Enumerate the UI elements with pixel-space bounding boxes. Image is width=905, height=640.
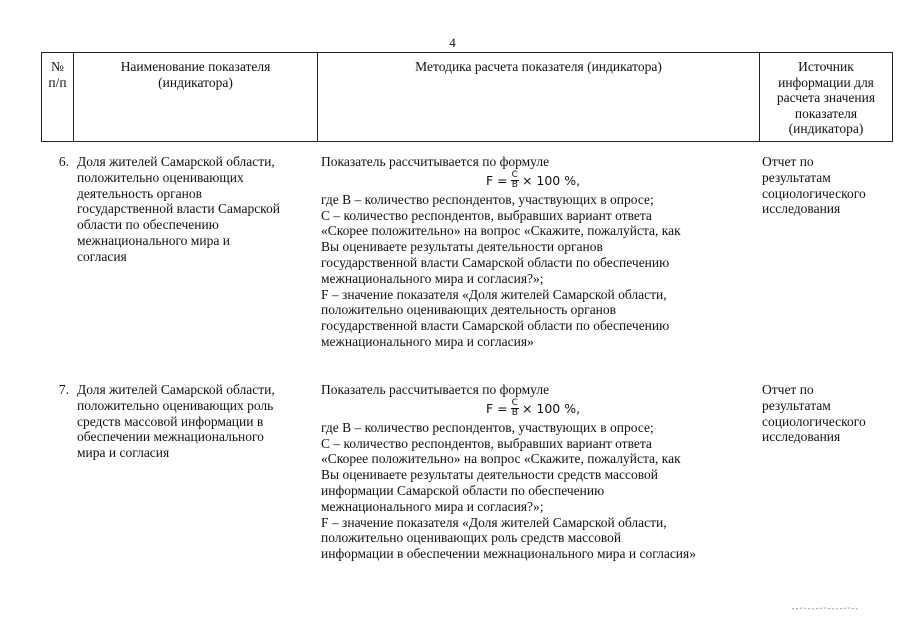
- table-body: [41, 154, 892, 592]
- text-line: положительно оценивающих роль средств массовой: [321, 530, 622, 546]
- row-number: 7.: [58, 382, 69, 397]
- text-line: результатам: [762, 169, 831, 185]
- text-line: исследования: [762, 429, 841, 445]
- text-line: «Скорее положительно» на вопрос «Скажите, пожалуйста, как: [321, 223, 681, 239]
- formula-part: C: [511, 398, 518, 409]
- formula-part: [511, 171, 519, 190]
- text-line: социологического: [762, 185, 866, 201]
- information-source: [762, 154, 890, 217]
- formula-part: × 100 %,: [521, 400, 581, 416]
- formula-part: B: [511, 180, 518, 191]
- text-line: государственной власти Самарской области по обеспечению: [321, 318, 670, 334]
- text-line: государственной власти Самарской: [77, 201, 281, 217]
- text-line: межнационального мира и согласия?»;: [321, 270, 544, 286]
- text-line: Вы оцениваете результаты деятельности средств массовой: [321, 467, 659, 483]
- text-line: результатам: [762, 397, 831, 413]
- row-number: 6.: [58, 154, 69, 169]
- information-source: [762, 382, 890, 445]
- formula-part: F =: [486, 400, 508, 416]
- calculation-method: [321, 382, 761, 562]
- text-line: государственной власти Самарской области по обеспечению: [321, 254, 670, 270]
- text-line: Отчет по: [762, 382, 814, 397]
- text-line: мира и согласия: [77, 445, 170, 461]
- text-line: Показатель рассчитывается по формуле: [321, 382, 550, 397]
- indicator-name: [77, 382, 315, 461]
- table-row: [41, 382, 892, 592]
- text-line: информации в обеспечении межнационального мира и согласия»: [321, 546, 696, 562]
- text-line: обеспечении межнационального: [77, 429, 264, 445]
- text-line: где B – количество респондентов, участвующих в опросе;: [321, 191, 654, 207]
- indicator-name: [77, 154, 315, 265]
- text-line: информации Самарской области по обеспечению: [321, 482, 605, 498]
- formula: [321, 398, 761, 420]
- text-line: области по обеспечению: [77, 217, 219, 233]
- text-line: где B – количество респондентов, участвующих в опросе;: [321, 419, 654, 435]
- header-name: Наименование показателя (индикатора): [74, 53, 318, 142]
- table-row: [41, 154, 892, 382]
- formula-part: F =: [486, 172, 508, 188]
- text-line: межнационального мира и: [77, 232, 230, 248]
- calculation-method: [321, 154, 761, 350]
- text-line: Доля жителей Самарской области,: [77, 154, 275, 169]
- text-line: C – количество респондентов, выбравших вариант ответа: [321, 435, 652, 451]
- text-line: Доля жителей Самарской области,: [77, 382, 275, 397]
- page-number: 4: [449, 35, 456, 50]
- text-line: «Скорее положительно» на вопрос «Скажите, пожалуйста, как: [321, 451, 681, 467]
- text-line: деятельность органов: [77, 185, 202, 201]
- text-line: Отчет по: [762, 154, 814, 169]
- text-line: C – количество респондентов, выбравших вариант ответа: [321, 207, 652, 223]
- formula: [321, 170, 761, 192]
- text-line: согласия: [77, 248, 127, 264]
- text-line: межнационального мира и согласия»: [321, 333, 534, 349]
- header-num: № п/п: [42, 53, 74, 142]
- formula-part: × 100 %,: [521, 172, 581, 188]
- table-header: [41, 52, 893, 142]
- text-line: исследования: [762, 201, 841, 217]
- text-line: социологического: [762, 413, 866, 429]
- text-line: Показатель рассчитывается по формуле: [321, 154, 550, 169]
- text-line: положительно оценивающих деятельность органов: [321, 302, 617, 318]
- text-line: средств массовой информации в: [77, 413, 264, 429]
- formula-part: [511, 399, 519, 418]
- text-line: положительно оценивающих: [77, 169, 244, 185]
- header-method: Методика расчета показателя (индикатора): [318, 53, 760, 142]
- header-source: Источник информации для расчета значения показателя (индикатора): [760, 53, 893, 142]
- text-line: Вы оцениваете результаты деятельности органов: [321, 239, 603, 255]
- scan-mark: [790, 605, 860, 611]
- text-line: F – значение показателя «Доля жителей Самарской области,: [321, 514, 667, 530]
- formula-part: B: [511, 408, 518, 419]
- formula-part: C: [511, 170, 518, 181]
- text-line: F – значение показателя «Доля жителей Самарской области,: [321, 286, 667, 302]
- text-line: межнационального мира и согласия?»;: [321, 498, 544, 514]
- text-line: положительно оценивающих роль: [77, 397, 274, 413]
